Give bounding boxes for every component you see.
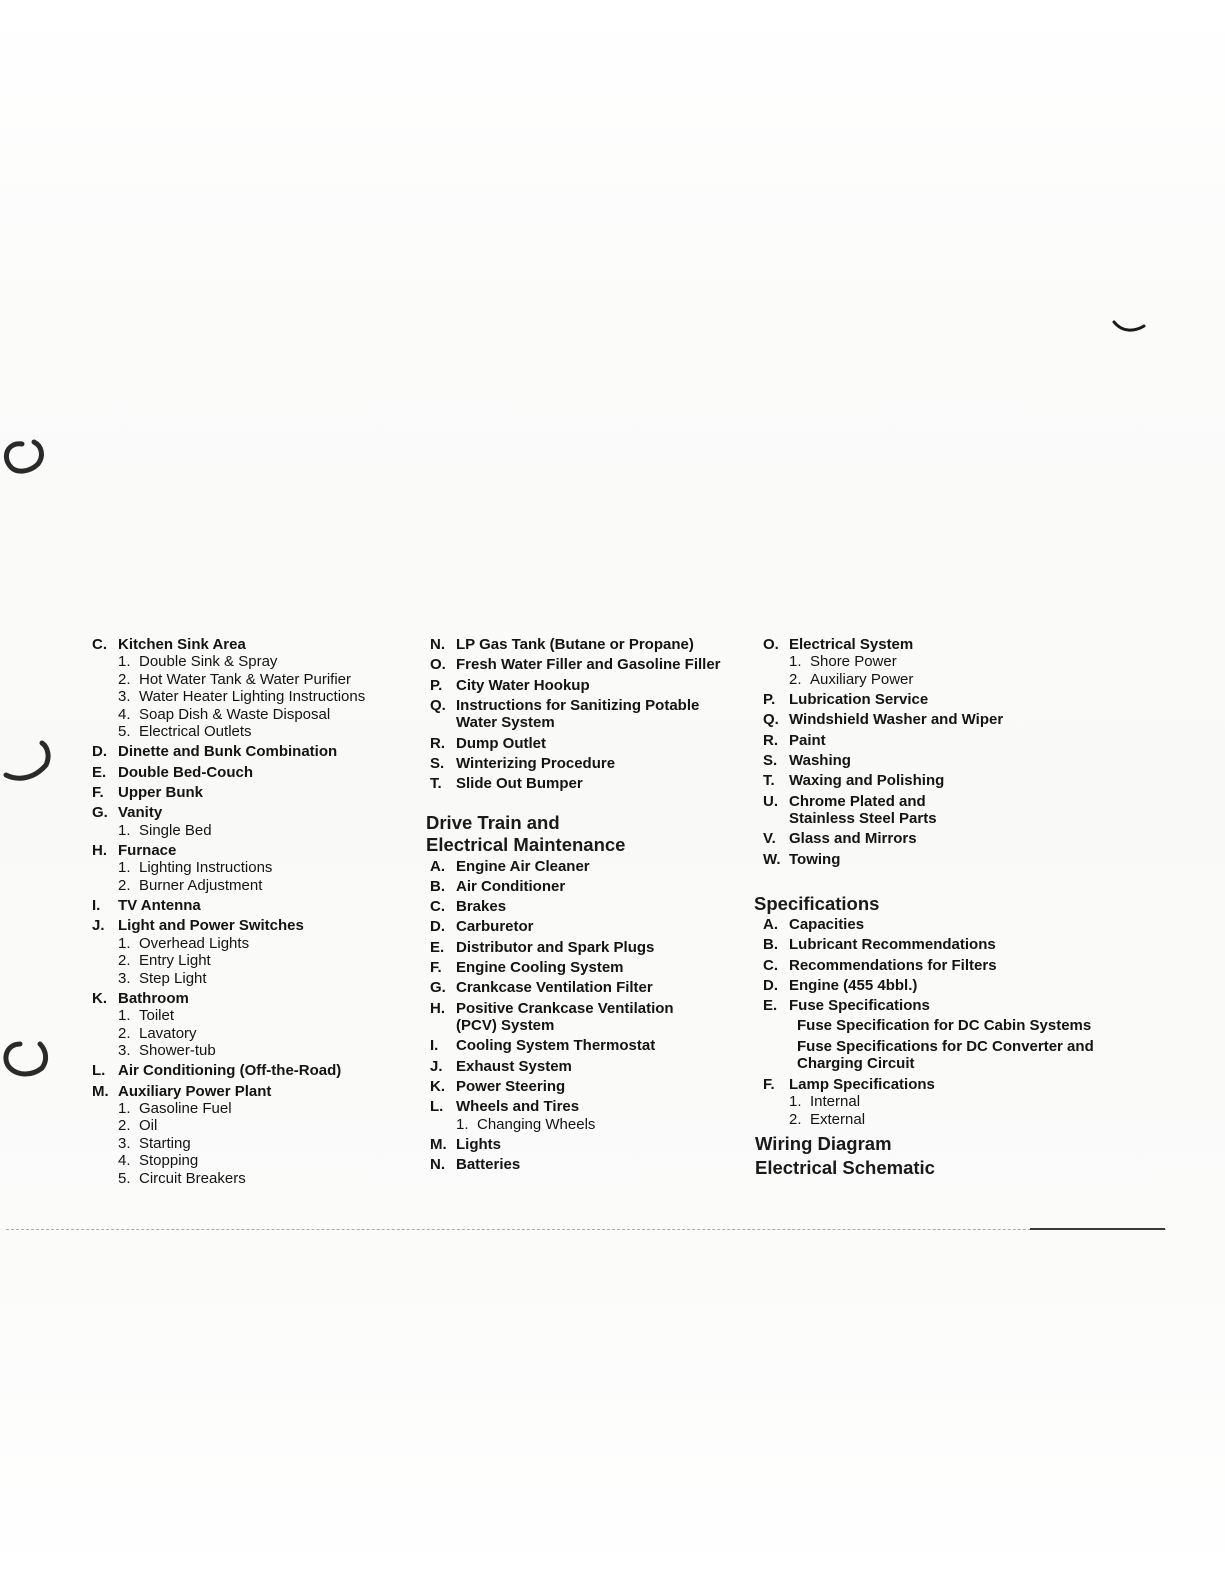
toc-subitem-starting <box>92 1135 422 1152</box>
toc-entry-letter: P. <box>430 676 443 694</box>
toc-entry-title: Lubricant Recommendations <box>789 936 996 954</box>
toc-subitem-number: 5. <box>118 1169 131 1187</box>
toc-entry-letter: U. <box>763 792 778 810</box>
toc-subitem-title: Changing Wheels <box>477 1115 596 1133</box>
toc-entry-letter: N. <box>430 1156 445 1174</box>
section-heading-specifications: Specifications <box>754 893 880 914</box>
bottom-page-rule <box>6 1229 1166 1230</box>
toc-entry-batteries <box>430 1156 760 1173</box>
toc-entry-letter: A. <box>763 916 778 933</box>
toc-subitem-shower-tub <box>92 1042 422 1059</box>
toc-entry-title: Windshield Washer and Wiper <box>789 711 1004 729</box>
toc-entry-title: Auxiliary Power Plant <box>118 1082 272 1100</box>
toc-entry-double-bed-couch <box>92 764 422 781</box>
toc-entry-auxiliary-power-plant <box>92 1083 422 1100</box>
toc-entry-glass-and-mirrors <box>763 830 1123 847</box>
toc-spacer <box>763 1128 1123 1131</box>
toc-subitem-title: Circuit Breakers <box>139 1169 246 1187</box>
toc-entry-title: Waxing and Polishing <box>789 772 945 790</box>
toc-entry-brakes <box>430 898 760 915</box>
toc-entry-title: Lubrication Service <box>789 691 929 709</box>
toc-entry-letter: Q. <box>430 696 446 714</box>
toc-spacer <box>92 1187 422 1190</box>
toc-entry-letter: C. <box>763 956 778 974</box>
toc-subitem-title: Lighting Instructions <box>139 859 273 877</box>
toc-entry-washing <box>763 752 1123 769</box>
toc-subitem-number: 1. <box>789 653 802 671</box>
binder-hole-mark-icon <box>0 735 70 795</box>
toc-subitem-toilet <box>92 1007 422 1024</box>
toc-subitem-electrical-outlets <box>92 723 422 740</box>
toc-subitem-number: 1. <box>118 934 131 952</box>
section-heading-drive-train: Drive Train and Electrical Maintenance <box>426 811 626 855</box>
lamp-specifications-entry <box>763 1076 1123 1131</box>
toc-entry-title: Paint <box>789 731 826 749</box>
toc-subitem-number: 3. <box>118 1042 131 1060</box>
toc-entry-letter: K. <box>430 1077 445 1095</box>
toc-entry-letter: B. <box>430 877 445 895</box>
toc-entry-engine-air-cleaner <box>430 858 760 875</box>
toc-entry-letter: I. <box>430 1037 439 1055</box>
toc-subitem-lighting-instructions <box>92 859 422 876</box>
toc-subitem-number: 2. <box>118 1117 131 1135</box>
toc-entry-letter: T. <box>763 772 775 790</box>
toc-subitem-title: Toilet <box>139 1007 175 1025</box>
toc-entry-upper-bunk <box>92 784 422 801</box>
toc-entry-cooling-system-thermostat <box>430 1037 760 1054</box>
toc-entry-title: Cooling System Thermostat <box>456 1037 656 1055</box>
contents-column-2 <box>426 636 760 1177</box>
toc-entry-air-conditioner <box>430 878 760 895</box>
toc-entry-lamp-specifications <box>763 1076 1123 1093</box>
toc-entry-title: Kitchen Sink Area <box>118 636 246 653</box>
toc-subitem-number: 1. <box>118 653 131 671</box>
toc-entry-slide-out-bumper <box>430 775 760 792</box>
toc-subitem-title: Starting <box>139 1134 191 1152</box>
toc-entry-dump-outlet <box>430 735 760 752</box>
toc-entry-title: TV Antenna <box>118 897 201 915</box>
toc-entry-title: Positive Crankcase Ventilation (PCV) System <box>456 999 674 1035</box>
toc-entry-title: Exhaust System <box>456 1057 572 1075</box>
toc-subitem-title: Step Light <box>139 969 207 987</box>
toc-entry-title: Double Bed-Couch <box>118 763 253 781</box>
toc-subitem-hot-water-tank-water-purifier <box>92 671 422 688</box>
fuse-specification-notes <box>763 1017 1123 1072</box>
toc-entry-letter: D. <box>92 743 107 761</box>
toc-entry-letter: L. <box>92 1062 106 1080</box>
toc-entry-letter: G. <box>430 979 446 997</box>
toc-entry-letter: O. <box>763 636 779 653</box>
toc-entry-title: Chrome Plated and Stainless Steel Parts <box>789 792 937 827</box>
toc-subitem-stopping <box>92 1152 422 1169</box>
toc-subitem-title: Gasoline Fuel <box>139 1100 232 1118</box>
toc-subitem-title: Water Heater Lighting Instructions <box>139 688 366 706</box>
toc-entry-title: Winterizing Procedure <box>456 754 616 772</box>
toc-subitem-number: 1. <box>118 821 131 839</box>
toc-subitem-number: 2. <box>118 876 131 894</box>
toc-entry-title: Glass and Mirrors <box>789 830 917 848</box>
toc-subitem-number: 1. <box>456 1115 469 1133</box>
toc-subitem-entry-light <box>92 952 422 969</box>
toc-entry-letter: A. <box>430 857 445 875</box>
toc-subitem-external <box>763 1111 1123 1128</box>
toc-subitem-title: Double Sink & Spray <box>139 653 278 671</box>
toc-subitem-number: 2. <box>118 670 131 688</box>
toc-subitem-number: 1. <box>789 1093 802 1111</box>
toc-entry-title: Carburetor <box>456 918 534 936</box>
toc-entry-title: Recommendations for Filters <box>789 956 997 974</box>
toc-entry-title: Bathroom <box>118 989 189 1007</box>
contents-column-1 <box>92 636 422 1190</box>
toc-entry-letter: V. <box>763 830 776 848</box>
toc-entry-letter: S. <box>763 752 778 769</box>
toc-entry-title: Washing <box>789 752 851 769</box>
toc-subitem-title: Shower-tub <box>139 1042 216 1060</box>
toc-entry-distributor-and-spark-plugs <box>430 939 760 956</box>
toc-entry-lights <box>430 1136 760 1153</box>
toc-entry-lubricant-recommendations <box>763 936 1123 953</box>
toc-entry-vanity <box>92 804 422 821</box>
toc-entry-title: Light and Power Switches <box>118 917 304 935</box>
toc-entry-title: Engine (455 4bbl.) <box>789 976 918 994</box>
toc-subitem-title: Overhead Lights <box>139 934 250 952</box>
toc-entry-air-conditioning-off-the-road <box>92 1062 422 1079</box>
toc-subitem-title: Entry Light <box>139 952 211 970</box>
toc-entry-letter: J. <box>92 917 105 935</box>
toc-subitem-number: 2. <box>789 1110 802 1128</box>
toc-subitem-title: Shore Power <box>810 653 897 671</box>
toc-entry-title: Electrical System <box>789 636 914 653</box>
toc-entry-title: Slide Out Bumper <box>456 775 583 793</box>
toc-subitem-burner-adjustment <box>92 877 422 894</box>
toc-subitem-title: Auxiliary Power <box>810 670 914 688</box>
toc-subitem-internal <box>763 1093 1123 1110</box>
toc-entry-capacities <box>763 916 1123 933</box>
toc-entry-letter: D. <box>430 918 445 936</box>
toc-subitem-water-heater-lighting-instructions <box>92 688 422 705</box>
toc-entry-title: Air Conditioner <box>456 877 566 895</box>
scan-curve-mark-icon <box>1112 318 1146 334</box>
contents-column-2-entries <box>430 636 760 793</box>
toc-entry-engine-cooling-system <box>430 959 760 976</box>
toc-subitem-number: 1. <box>118 859 131 877</box>
toc-subitem-number: 5. <box>118 723 131 741</box>
drive-train-entries <box>430 858 760 1174</box>
toc-subitem-shore-power <box>763 653 1123 670</box>
toc-entry-title: Fresh Water Filler and Gasoline Filler <box>456 656 721 674</box>
toc-entry-letter: M. <box>430 1135 447 1153</box>
toc-entry-letter: Q. <box>763 711 779 729</box>
toc-entry-letter: L. <box>430 1098 444 1116</box>
toc-entry-letter: J. <box>430 1057 443 1075</box>
toc-entry-title: Power Steering <box>456 1077 566 1095</box>
contents-column-3-entries <box>763 636 1123 868</box>
toc-subitem-number: 2. <box>118 1024 131 1042</box>
toc-entry-title: Upper Bunk <box>118 783 204 801</box>
toc-entry-title: Brakes <box>456 898 507 916</box>
toc-entry-letter: F. <box>430 959 442 977</box>
toc-entry-wheels-and-tires <box>430 1098 760 1115</box>
toc-subitem-overhead-lights <box>92 935 422 952</box>
toc-subitem-number: 3. <box>118 1134 131 1152</box>
toc-entry-fuse-specifications <box>763 997 1123 1014</box>
toc-entry-letter: W. <box>763 850 781 868</box>
toc-entry-electrical-system <box>763 636 1123 653</box>
toc-entry-letter: F. <box>92 783 104 801</box>
toc-entry-furnace <box>92 842 422 859</box>
toc-subitem-number: 3. <box>118 969 131 987</box>
toc-entry-letter: H. <box>92 841 107 859</box>
toc-entry-letter: T. <box>430 775 442 793</box>
toc-subitem-title: Hot Water Tank & Water Purifier <box>139 670 352 688</box>
toc-entry-carburetor <box>430 918 760 935</box>
toc-subitem-number: 4. <box>118 1152 131 1170</box>
toc-entry-engine-455-4bbl <box>763 977 1123 994</box>
toc-entry-title: Fuse Specifications <box>789 997 930 1015</box>
toc-subitem-oil <box>92 1117 422 1134</box>
toc-entry-letter: B. <box>763 936 778 954</box>
toc-entry-title: Engine Air Cleaner <box>456 857 590 875</box>
toc-entry-title: City Water Hookup <box>456 676 590 694</box>
toc-entry-lp-gas-tank-butane-or-propane <box>430 636 760 653</box>
bottom-page-rule-right <box>1030 1228 1165 1230</box>
toc-entry-kitchen-sink-area <box>92 636 422 653</box>
toc-entry-title: Dinette and Bunk Combination <box>118 743 338 761</box>
toc-entry-title: Lights <box>456 1135 501 1153</box>
toc-entry-title: Towing <box>789 850 841 868</box>
toc-subitem-soap-dish-waste-disposal <box>92 706 422 723</box>
toc-entry-letter: E. <box>92 763 107 781</box>
toc-subitem-number: 3. <box>118 688 131 706</box>
toc-subitem-number: 2. <box>789 670 802 688</box>
toc-subitem-number: 2. <box>118 952 131 970</box>
toc-entry-title: Batteries <box>456 1156 521 1174</box>
section-heading-electrical-schematic: Electrical Schematic <box>755 1156 935 1178</box>
toc-entry-letter: E. <box>763 997 778 1015</box>
toc-entry-winterizing-procedure <box>430 755 760 772</box>
toc-entry-letter: S. <box>430 754 445 772</box>
toc-subitem-title: Electrical Outlets <box>139 723 252 741</box>
toc-entry-letter: N. <box>430 636 445 653</box>
toc-subitem-title: Soap Dish & Waste Disposal <box>139 705 331 723</box>
toc-entry-letter: F. <box>763 1075 775 1093</box>
toc-entry-waxing-and-polishing <box>763 772 1123 789</box>
toc-subitem-lavatory <box>92 1025 422 1042</box>
toc-entry-title: Crankcase Ventilation Filter <box>456 979 653 997</box>
toc-subitem-title: External <box>810 1110 866 1128</box>
toc-entry-tv-antenna <box>92 897 422 914</box>
toc-entry-letter: E. <box>430 938 445 956</box>
toc-entry-letter: D. <box>763 976 778 994</box>
toc-entry-lubrication-service <box>763 691 1123 708</box>
fuse-note-1: Fuse Specifications for DC Converter and Charging Circuit <box>797 1037 1094 1073</box>
toc-entry-crankcase-ventilation-filter <box>430 979 760 996</box>
toc-entry-letter: C. <box>92 636 107 653</box>
toc-entry-letter: G. <box>92 804 108 822</box>
toc-entry-letter: R. <box>763 731 778 749</box>
toc-subitem-title: Internal <box>810 1093 861 1111</box>
toc-entry-title: Vanity <box>118 804 163 822</box>
toc-entry-letter: I. <box>92 897 101 915</box>
toc-entry-letter: P. <box>763 691 776 709</box>
toc-entry-dinette-and-bunk-combination <box>92 743 422 760</box>
toc-entry-title: Distributor and Spark Plugs <box>456 938 655 956</box>
toc-entry-light-and-power-switches <box>92 917 422 934</box>
toc-entry-letter: O. <box>430 656 446 674</box>
toc-subitem-number: 1. <box>118 1100 131 1118</box>
toc-subitem-circuit-breakers <box>92 1170 422 1187</box>
toc-subitem-auxiliary-power <box>763 671 1123 688</box>
toc-subitem-title: Stopping <box>139 1152 199 1170</box>
toc-entry-positive-crankcase-ventilation-pcv-system <box>430 1000 760 1035</box>
section-heading-wiring-diagram: Wiring Diagram <box>755 1132 892 1154</box>
toc-entry-recommendations-for-filters <box>763 957 1123 974</box>
toc-subitem-title: Oil <box>139 1117 158 1135</box>
toc-entry-fresh-water-filler-and-gasoline-filler <box>430 656 760 673</box>
specifications-entries <box>763 916 1123 1015</box>
binder-hole-mark-icon <box>0 1030 70 1090</box>
toc-entry-chrome-plated-and-stainless-steel-parts <box>763 793 1123 828</box>
toc-entry-title: LP Gas Tank (Butane or Propane) <box>456 636 694 653</box>
toc-entry-title: Instructions for Sanitizing Potable Water System <box>456 696 700 732</box>
toc-entry-letter: M. <box>92 1082 109 1100</box>
binder-hole-mark-icon <box>0 430 70 490</box>
toc-entry-windshield-washer-and-wiper <box>763 711 1123 728</box>
toc-entry-bathroom <box>92 990 422 1007</box>
toc-entry-exhaust-system <box>430 1058 760 1075</box>
toc-entry-letter: R. <box>430 734 445 752</box>
toc-subitem-single-bed <box>92 822 422 839</box>
toc-subitem-title: Single Bed <box>139 821 212 839</box>
toc-entry-letter: H. <box>430 999 445 1017</box>
toc-subitem-double-sink-spray <box>92 653 422 670</box>
toc-entry-letter: K. <box>92 989 107 1007</box>
toc-entry-instructions-for-sanitizing-potable-water-system <box>430 697 760 732</box>
toc-entry-title: Furnace <box>118 841 177 859</box>
toc-entry-title: Lamp Specifications <box>789 1075 935 1093</box>
toc-entry-title: Dump Outlet <box>456 734 546 752</box>
toc-entry-letter: C. <box>430 898 445 916</box>
toc-entry-city-water-hookup <box>430 677 760 694</box>
toc-subitem-number: 4. <box>118 705 131 723</box>
contents-column-3 <box>754 636 1123 1179</box>
toc-entry-title: Capacities <box>789 916 865 933</box>
fuse-note-0: Fuse Specification for DC Cabin Systems <box>797 1017 1092 1035</box>
toc-subitem-number: 1. <box>118 1007 131 1025</box>
toc-entry-title: Air Conditioning (Off-the-Road) <box>118 1062 342 1080</box>
toc-subitem-step-light <box>92 970 422 987</box>
toc-entry-paint <box>763 732 1123 749</box>
toc-subitem-title: Burner Adjustment <box>139 876 263 894</box>
toc-subitem-changing-wheels <box>430 1116 760 1133</box>
toc-entry-towing <box>763 851 1123 868</box>
toc-entry-power-steering <box>430 1078 760 1095</box>
toc-entry-title: Engine Cooling System <box>456 959 624 977</box>
toc-subitem-gasoline-fuel <box>92 1100 422 1117</box>
toc-entry-title: Wheels and Tires <box>456 1098 580 1116</box>
toc-subitem-title: Lavatory <box>139 1024 197 1042</box>
